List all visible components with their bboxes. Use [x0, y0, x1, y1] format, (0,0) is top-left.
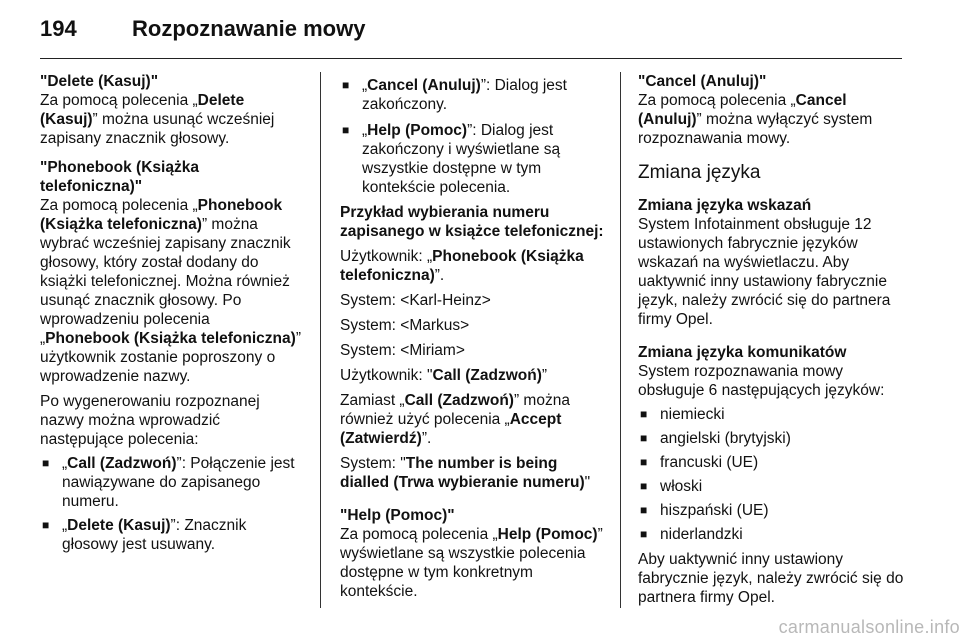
command-text: Phonebook (Książka telefoniczna)	[40, 197, 283, 233]
section-title: Zmiana języka	[638, 162, 761, 183]
phonebook-heading: "Phonebook (Książka telefoniczna)"	[40, 159, 199, 195]
command-text: The number is being dialled (Trwa wybieranie numeru)	[340, 455, 585, 491]
bullet-square-icon: ■	[640, 527, 648, 541]
column-divider-2	[620, 72, 621, 608]
voice-language-paragraph: System rozpoznawania mowy obsługuje 6 następujących języków:	[638, 363, 885, 399]
command-text: Call (Zadzwoń)	[404, 392, 514, 409]
command-text: Call (Zadzwoń)	[432, 367, 542, 384]
help-heading: "Help (Pomoc)"	[340, 507, 455, 524]
command-text: Delete (Kasuj)	[67, 517, 171, 534]
bullet-square-icon: ■	[640, 503, 648, 517]
cancel-heading: "Cancel (Anuluj)"	[638, 73, 767, 90]
list-item: ■ niemiecki	[640, 406, 725, 423]
instead-paragraph: Zamiast „Call (Zadzwoń)” można również użyć polecenia „Accept (Zatwierdź)”.	[340, 392, 570, 447]
column-2	[340, 72, 604, 601]
bullet-square-icon: ■	[640, 455, 648, 469]
list-item: ■ „Delete (Kasuj)”: Znacznik głosowy jest usuwany.	[42, 517, 247, 553]
column-3	[638, 72, 906, 607]
command-text: Cancel (Anuluj)	[367, 77, 481, 94]
display-language-paragraph: System Infotainment obsługuje 12 ustawionych fabrycznie języków wskazań na wyświetlaczu. Aby uaktywnić inny ustawiony fabrycznie język, należy zwrócić się do partnera firmy Opel.	[638, 216, 891, 328]
page-title: Rozpoznawanie mowy	[132, 16, 366, 41]
bullet-square-icon: ■	[42, 456, 50, 470]
watermark: carmanualsonline.info	[778, 617, 960, 637]
help-paragraph: Za pomocą polecenia „Help (Pomoc)” wyświetlane są wszystkie polecenia dostępne w tym konkretnym kontekście.	[340, 526, 603, 600]
dialog-user-line: Użytkownik: „Phonebook (Książka telefoniczna)”.	[340, 248, 584, 284]
dialog-system-line: System: <Miriam>	[340, 342, 465, 359]
column-1	[40, 72, 302, 554]
bullet-square-icon: ■	[42, 518, 50, 532]
command-text: Phonebook (Książka telefoniczna)	[340, 248, 584, 284]
command-text: Help (Pomoc)	[497, 526, 598, 543]
list-item: ■ „Call (Zadzwoń)”: Połączenie jest nawiązywane do zapisanego numeru.	[42, 455, 295, 510]
list-item: ■ angielski (brytyjski)	[640, 430, 791, 447]
bullet-square-icon: ■	[640, 407, 648, 421]
delete-paragraph: Za pomocą polecenia „Delete (Kasuj)” można usunąć wcześniej zapisany znacznik głosowy.	[40, 92, 275, 147]
dialog-user-line: Użytkownik: "Call (Zadzwoń)”	[340, 367, 548, 384]
header-rule	[40, 58, 902, 59]
display-language-heading: Zmiana języka wskazań	[638, 197, 812, 214]
list-item: ■ niderlandzki	[640, 526, 743, 543]
list-item: ■ „Cancel (Anuluj)”: Dialog jest zakończony.	[342, 77, 567, 113]
command-text: Delete (Kasuj)	[40, 92, 245, 128]
command-text: Help (Pomoc)	[367, 122, 468, 139]
bullet-square-icon: ■	[342, 78, 350, 92]
dialog-system-line: System: "The number is being dialled (Trwa wybieranie numeru)"	[340, 455, 591, 491]
bullet-square-icon: ■	[640, 479, 648, 493]
command-text: Call (Zadzwoń)	[67, 455, 177, 472]
cancel-paragraph: Za pomocą polecenia „Cancel (Anuluj)” można wyłączyć system rozpoznawania mowy.	[638, 92, 873, 147]
dialog-system-line: System: <Karl-Heinz>	[340, 292, 491, 309]
list-item: ■ hiszpański (UE)	[640, 502, 769, 519]
list-item: ■ francuski (UE)	[640, 454, 759, 471]
final-paragraph: Aby uaktywnić inny ustawiony fabrycznie język, należy zwrócić się do partnera firmy Opel.	[638, 551, 904, 606]
list-item: ■ „Help (Pomoc)”: Dialog jest zakończony i wyświetlane są wszystkie dostępne w tym kontekście polecenia.	[342, 122, 561, 196]
page-header	[40, 16, 365, 42]
bullet-square-icon: ■	[342, 123, 350, 137]
list-item: ■ włoski	[640, 478, 703, 495]
bullet-square-icon: ■	[640, 431, 648, 445]
phonebook-paragraph: Za pomocą polecenia „Phonebook (Książka telefoniczna)” można wybrać wcześniej zapisany znacznik głosowy, który został dodany do książki telefonicznej. Można również usunąć znacznik głosowy. Po wprowadzeniu polecenia „Phonebook (Książka telefoniczna)” użytkownik zostanie poproszony o wprowadzenie nazwy.	[40, 197, 301, 385]
example-heading: Przykład wybierania numeru zapisanego w książce telefonicznej:	[340, 204, 604, 240]
delete-heading: "Delete (Kasuj)"	[40, 73, 159, 90]
voice-language-heading: Zmiana języka komunikatów	[638, 344, 847, 361]
command-text: Phonebook (Książka telefoniczna)	[45, 330, 296, 347]
column-divider-1	[320, 72, 321, 608]
command-text: Accept (Zatwierdź)	[340, 411, 562, 447]
page-number: 194	[40, 16, 77, 41]
command-text: Cancel (Anuluj)	[638, 92, 847, 128]
after-recognition-paragraph: Po wygenerowaniu rozpoznanej nazwy można wprowadzić następujące polecenia:	[40, 393, 260, 448]
dialog-system-line: System: <Markus>	[340, 317, 470, 334]
